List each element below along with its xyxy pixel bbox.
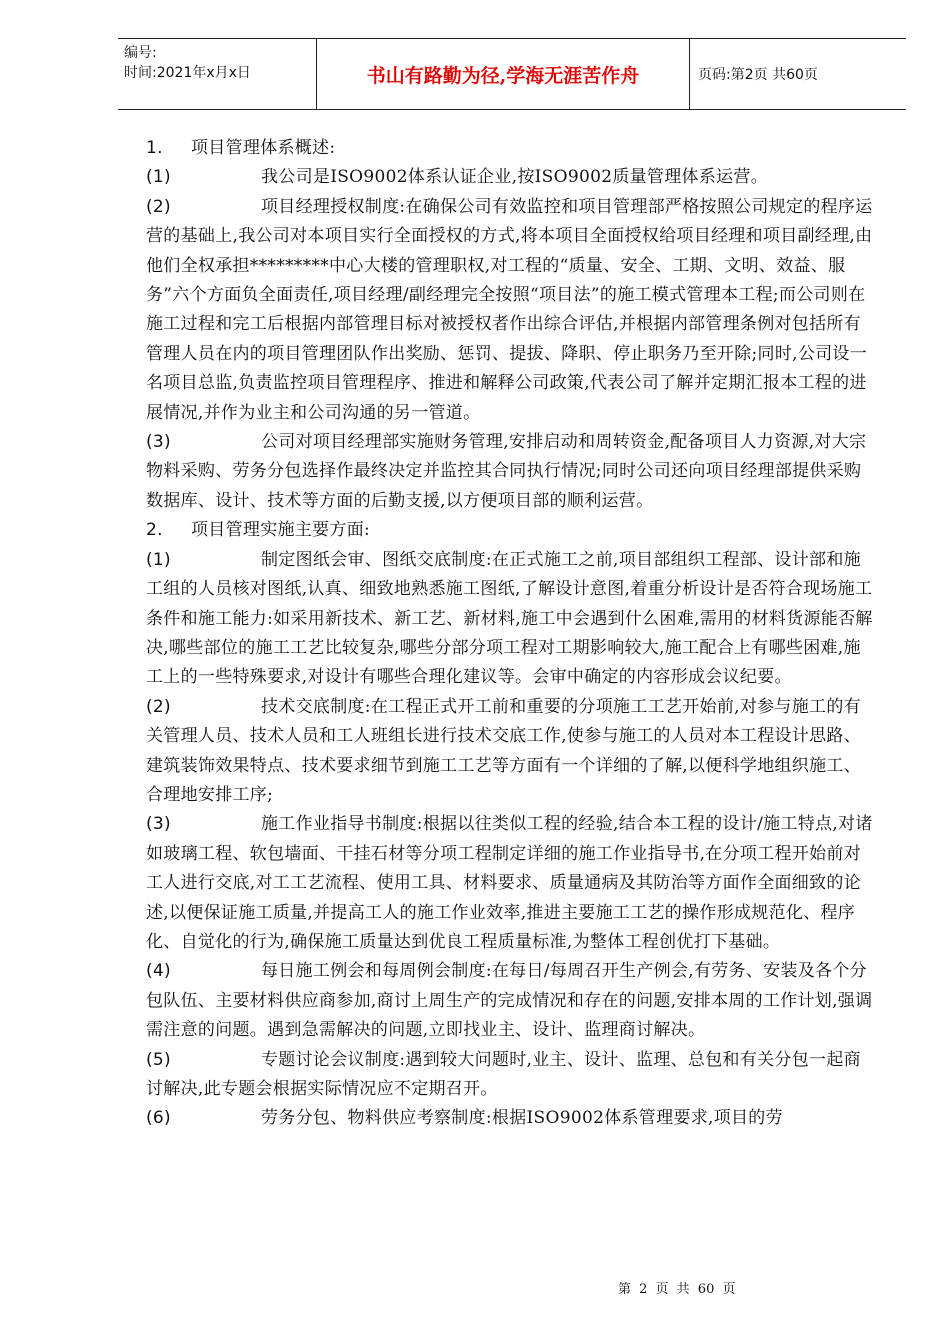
paragraph (146, 1104, 878, 1133)
item-number: (4) (146, 961, 171, 982)
section-number: 1. (146, 138, 163, 158)
item-number: (5) (146, 1049, 171, 1070)
paragraph (146, 193, 878, 428)
paragraph-text: 专题讨论会议制度:遇到较大问题时,业主、设计、监理、总包和有关分包一起商讨解决,此专题会根据实际情况应不定期召开。 (146, 1049, 861, 1099)
page-header (118, 38, 906, 110)
paragraph-text: 公司对项目经理部实施财务管理,安排启动和周转资金,配备项目人力资源,对大宗物料采购、劳务分包选择作最终决定并监控其合同执行情况;同时公司还向项目经理部提供采购数据库、设计、技术等方面的后勤支援,以方便项目部的顺利运营。 (146, 432, 867, 511)
paragraph-text: 技术交底制度:在工程正式开工前和重要的分项施工工艺开始前,对参与施工的有关管理人员、技术人员和工人班组长进行技术交底工作,使参与施工的人员对本工程设计思路、建筑装饰效果特点、技术要求细节到施工工艺等方面有一个详细的了解,以便科学地组织施工、合理地安排工序; (146, 696, 862, 805)
paragraph-text: 项目经理授权制度:在确保公司有效监控和项目管理部严格按照公司规定的程序运营的基础上,我公司对本项目实行全面授权的方式,将本项目全面授权给项目经理和项目副经理,由他们全权承担*********中心大楼的管理职权,对工程的“质量、安全、工期、文明、效益、服务”六个方面负全面责任,项目经理/副经理完全按照“项目法”的施工模式管理本工程;而公司则在施工过程和完工后根据内部管理目标对被授权者作出综合评估,并根据内部管理条例对包括所有管理人员在内的项目管理团队作出奖励、惩罚、提拔、降职、停止职务乃至开除;同时,公司设一名项目总监,负责监控项目管理程序、推进和解释公司政策,代表公司了解并定期汇报本工程的进展情况,并作为业主和公司沟通的另一管道。 (146, 196, 873, 423)
paragraph-text: 劳务分包、物料供应考察制度:根据ISO9002体系管理要求,项目的劳 (261, 1108, 783, 1129)
paragraph (146, 1046, 878, 1105)
header-motto: 书山有路勤为径,学海无涯苦作舟 (316, 39, 690, 109)
time-label: 时间:2021年x月x日 (124, 65, 251, 81)
item-number: (2) (146, 196, 171, 217)
paragraph (146, 428, 878, 516)
paragraph-text: 我公司是ISO9002体系认证企业,按ISO9002质量管理体系运营。 (261, 167, 769, 188)
page-footer: 第 2 页 共 60 页 (618, 1282, 736, 1297)
paragraph-text: 施工作业指导书制度:根据以往类似工程的经验,结合本工程的设计/施工特点,对诸如玻璃工程、软包墙面、干挂石材等分项工程制定详细的施工作业指导书,在分项工程开始前对工人进行交底,对工工艺流程、使用工具、材料要求、质量通病及其防治等方面作全面细致的论述,以便保证施工质量,并提高工人的施工作业效率,推进主要施工工艺的操作形成规范化、程序化、自觉化的行为,确保施工质量达到优良工程质量标准,为整体工程创优打下基础。 (146, 814, 873, 952)
code-label: 编号: (124, 45, 157, 61)
item-number: (3) (146, 814, 171, 835)
paragraph-text: 制定图纸会审、图纸交底制度:在正式施工之前,项目部组织工程部、设计部和施工组的人员核对图纸,认真、细致地熟悉施工图纸,了解设计意图,着重分析设计是否符合现场施工条件和施工能力:如采用新技术、新工艺、新材料,施工中会遇到什么困难,需用的材料货源能否解决,哪些部位的施工工艺比较复杂,哪些分部分项工程对工期影响较大,施工配合上有哪些困难,施工上的一些特殊要求,对设计有哪些合理化建议等。会审中确定的内容形成会议纪要。 (146, 549, 873, 688)
paragraph (146, 810, 878, 957)
section-heading (146, 516, 878, 545)
item-number: (1) (146, 167, 171, 188)
header-meta (118, 39, 316, 109)
item-number: (6) (146, 1108, 171, 1129)
item-number: (2) (146, 696, 171, 717)
header-page-label: 页码:第2页 共60页 (698, 67, 818, 83)
section-number: 2. (146, 520, 163, 541)
section-title: 项目管理实施主要方面: (191, 520, 371, 541)
item-number: (1) (146, 549, 171, 570)
paragraph (146, 546, 878, 693)
paragraph (146, 693, 878, 811)
paragraph (146, 957, 878, 1045)
document-body (146, 134, 878, 1134)
item-number: (3) (146, 432, 171, 453)
section-title: 项目管理体系概述: (191, 138, 336, 158)
paragraph-text: 每日施工例会和每周例会制度:在每日/每周召开生产例会,有劳务、安装及各个分包队伍、主要材料供应商参加,商讨上周生产的完成情况和存在的问题,安排本周的工作计划,强调需注意的问题。遇到急需解决的问题,立即找业主、设计、监理商讨解决。 (146, 961, 873, 1041)
section-heading (146, 134, 878, 163)
paragraph (146, 163, 878, 192)
